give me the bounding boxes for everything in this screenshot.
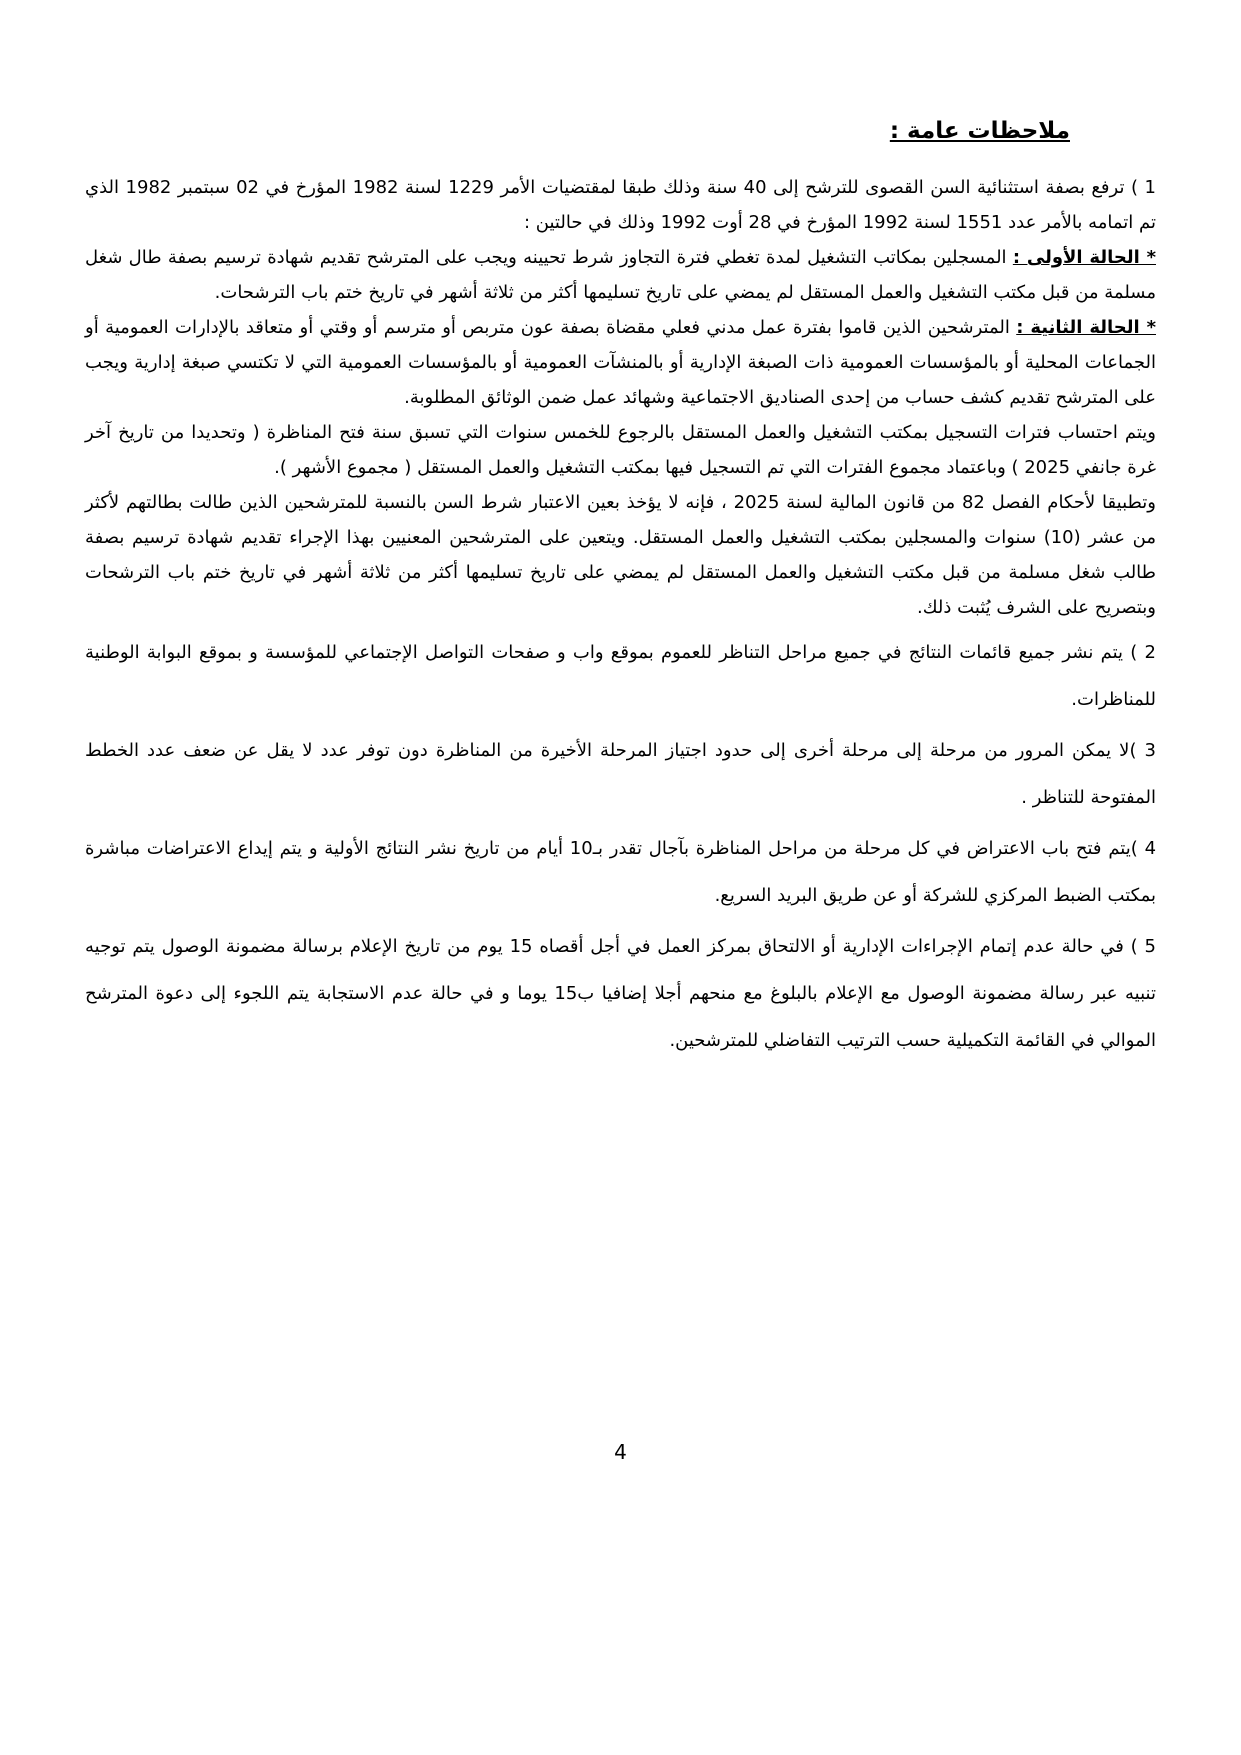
note-5-paragraph <box>85 923 1156 1064</box>
note-1-paragraph <box>85 170 1156 240</box>
note-2-paragraph <box>85 629 1156 723</box>
paragraph-text: 4 )يتم فتح باب الاعتراض في كل مرحلة من مراحل المناظرة بآجال تقدر بـ10 أيام من تاريخ نشر النتائج الأولية و يتم إيداع الاعتراضات مباشرة بمكتب الضبط المركزي للشركة أو عن طريق البريد السريع. <box>85 838 1157 906</box>
case-2-paragraph <box>85 310 1156 415</box>
paragraph-text: 5 ) في حالة عدم إتمام الإجراءات الإدارية أو الالتحاق بمركز العمل في أجل أقصاه 15 يوم من تاريخ الإعلام برسالة مضمونة الوصول يتم توجيه تنبيه عبر رسالة مضمونة الوصول مع الإعلام بالبلوغ مع منحهم أجلا إضافيا ب15 يوما و في حالة عدم الاستجابة يتم اللجوء إلى دعوة المترشح الموالي في القائمة التكميلية حسب الترتيب التفاضلي للمترشحين. <box>85 936 1156 1051</box>
paragraph-text: 1 ) ترفع بصفة استثنائية السن القصوى للترشح إلى 40 سنة وذلك طبقا لمقتضيات الأمر 1229 لسنة 1982 المؤرخ في 02 سبتمبر 1982 الذي تم اتمامه بالأمر عدد 1551 لسنة 1992 المؤرخ في 28 أوت 1992 وذلك في حالتين : <box>85 177 1156 233</box>
paragraph-text: وتطبيقا لأحكام الفصل 82 من قانون المالية لسنة 2025 ، فإنه لا يؤخذ بعين الاعتبار شرط السن بالنسبة للمترشحين الذين طالت بطالتهم لأكثر من عشر (10) سنوات والمسجلين بمكتب التشغيل والعمل المستقل. ويتعين على المترشحين المعنيين بهذا الإجراء تقديم شهادة ترسيم بصفة طالب شغل مسلمة من قبل مكتب التشغيل والعمل المستقل لم يمضي على تاريخ تسليمها أكثر من ثلاثة أشهر في تاريخ ختم باب الترشحات وبتصريح على الشرف يُثبت ذلك. <box>85 492 1157 618</box>
paragraph-text: المترشحين الذين قاموا بفترة عمل مدني فعلي مقضاة بصفة عون متربص أو مترسم أو وقتي أو متعاقد بالإدارات العمومية أو الجماعات المحلية أو بالمؤسسات العمومية ذات الصبغة الإدارية أو بالمنشآت العمومية أو بالمؤسسات العمومية التي لا تكتسي صبغة إدارية ويجب على المترشح تقديم كشف حساب من إحدى الصناديق الاجتماعية وشهائد عمل ضمن الوثائق المطلوبة. <box>85 317 1156 408</box>
note-3-paragraph <box>85 727 1156 821</box>
page-title: ملاحظات عامة : <box>889 118 1070 144</box>
document-body <box>85 118 1156 1064</box>
registration-periods-paragraph <box>85 415 1156 485</box>
case-2-lead: * الحالة الثانية : <box>1016 317 1156 338</box>
paragraph-text: 2 ) يتم نشر جميع قائمات النتائج في جميع مراحل التناظر للعموم بموقع واب و صفحات التواصل الإجتماعي للمؤسسة و بموقع البوابة الوطنية للمناظرات. <box>85 642 1156 710</box>
paragraph-text: المسجلين بمكاتب التشغيل لمدة تغطي فترة التجاوز شرط تحيينه ويجب على المترشح تقديم شهادة ترسيم بصفة طال شغل مسلمة من قبل مكتب التشغيل والعمل المستقل لم يمضي على تاريخ تسليمها أكثر من ثلاثة أشهر في تاريخ ختم باب الترشحات. <box>85 247 1156 303</box>
paragraph-text: ويتم احتساب فترات التسجيل بمكتب التشغيل والعمل المستقل بالرجوع للخمس سنوات التي تسبق سنة فتح المناظرة ( وتحديدا من تاريخ آخر غرة جانفي 2025 ) وباعتماد مجموع الفترات التي تم التسجيل فيها بمكتب التشغيل والعمل المستقل ( مجموع الأشهر ). <box>85 422 1156 478</box>
case-1-paragraph <box>85 240 1156 310</box>
note-4-paragraph <box>85 825 1156 919</box>
case-1-lead: * الحالة الأولى : <box>1012 247 1156 268</box>
page-number: 4 <box>614 1440 627 1464</box>
finance-law-paragraph <box>85 485 1156 625</box>
paragraph-text: 3 )لا يمكن المرور من مرحلة إلى مرحلة أخرى إلى حدود اجتياز المرحلة الأخيرة من المناظرة دون توفر عدد لا يقل عن ضعف عدد الخطط المفتوحة للتناظر . <box>85 740 1156 808</box>
